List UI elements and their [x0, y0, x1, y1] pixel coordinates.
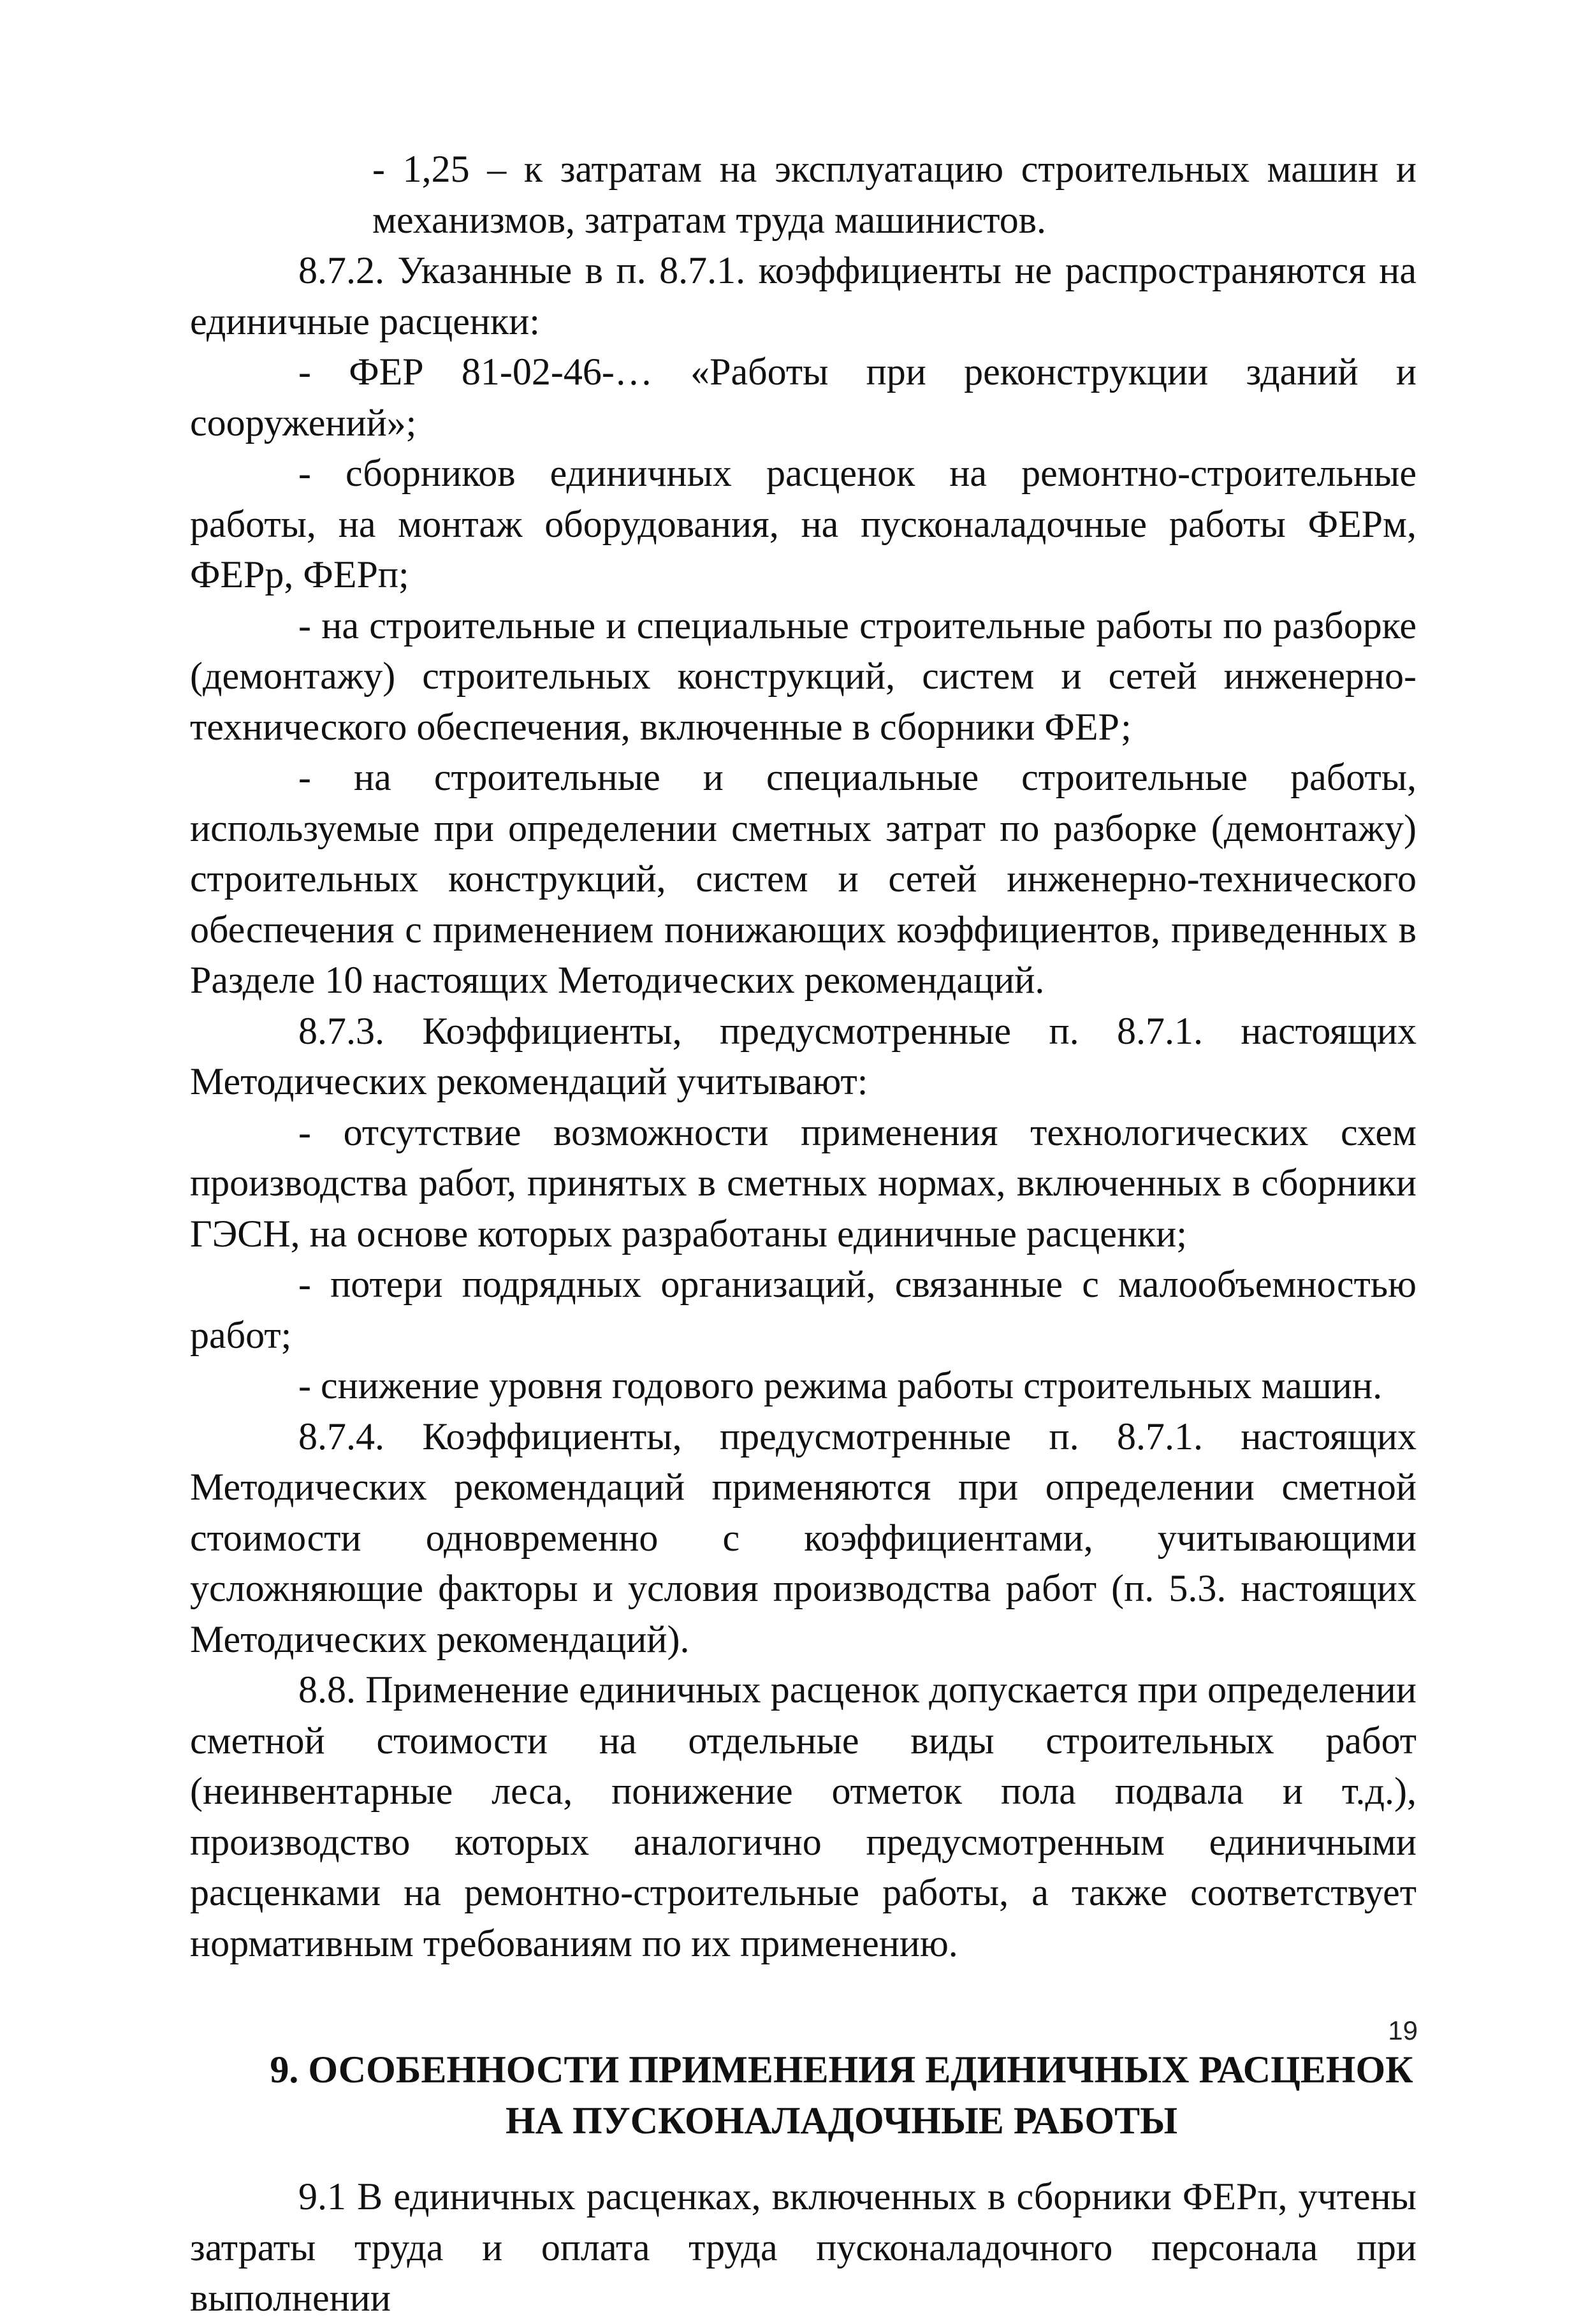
list-item-dismantling-works: - на строительные и специальные строительные работы по разборке (демонтажу) строительных конструкций, систем и сетей инженерно-технического обеспечения, включенные в сборники ФЕР;: [190, 604, 1417, 748]
document-body: [190, 144, 1417, 2324]
page-number: 19: [1388, 2015, 1418, 2045]
list-item-machine-mode: - снижение уровня годового режима работы строительных машин.: [298, 1364, 1383, 1407]
paragraph-coefficient-machines: - 1,25 – к затратам на эксплуатацию строительных машин и механизмов, затратам труда машинистов.: [372, 148, 1417, 241]
paragraph-8-8: 8.8. Применение единичных расценок допускается при определении сметной стоимости на отдельные виды строительных работ (неинвентарные леса, понижение отметок пола подвала и т.д.), производство которых аналогично предусмотренным единичными расценками на ремонтно-строительные работы, а также соответствует нормативным требованиям по их применению.: [190, 1669, 1417, 1964]
section-heading-line-1: 9. ОСОБЕННОСТИ ПРИМЕНЕНИЯ ЕДИНИЧНЫХ РАСЦЕНОК: [270, 2049, 1413, 2091]
section-heading: [190, 2045, 1417, 2146]
paragraph-8-7-3: 8.7.3. Коэффициенты, предусмотренные п. 8.7.1. настоящих Методических рекомендаций учитывают:: [190, 1009, 1417, 1102]
list-item-contractor-losses: - потери подрядных организаций, связанные с малообъемностью работ;: [190, 1263, 1417, 1356]
list-item-fer-46: - ФЕР 81-02-46-… «Работы при реконструкции зданий и сооружений»;: [190, 351, 1417, 444]
list-item-no-technology: - отсутствие возможности применения технологических схем производства работ, принятых в сметных нормах, включенных в сборники ГЭСН, на основе которых разработаны единичные расценки;: [190, 1111, 1417, 1255]
list-item-reduced-coefficients: - на строительные и специальные строительные работы, используемые при определении сметных затрат по разборке (демонтажу) строительных конструкций, систем и сетей инженерно-технического обеспечения с применением понижающих коэффициентов, приведенных в Разделе 10 настоящих Методических рекомендаций.: [190, 756, 1417, 1001]
section-heading-line-2: НА ПУСКОНАЛАДОЧНЫЕ РАБОТЫ: [505, 2099, 1177, 2142]
paragraph-9-1: 9.1 В единичных расценках, включенных в сборники ФЕРп, учтены затраты труда и оплата труда пусконаладочного персонала при выполнении: [190, 2175, 1417, 2319]
list-item-repair-collections: - сборников единичных расценок на ремонтно-строительные работы, на монтаж оборудования, на пусконаладочные работы ФЕРм, ФЕРр, ФЕРп;: [190, 452, 1417, 596]
paragraph-8-7-2: 8.7.2. Указанные в п. 8.7.1. коэффициенты не распространяются на единичные расценки:: [190, 249, 1417, 342]
paragraph-8-7-4: 8.7.4. Коэффициенты, предусмотренные п. 8.7.1. настоящих Методических рекомендаций применяются при определении сметной стоимости одновременно с коэффициентами, учитывающими усложняющие факторы и условия производства работ (п. 5.3. настоящих Методических рекомендаций).: [190, 1415, 1417, 1660]
